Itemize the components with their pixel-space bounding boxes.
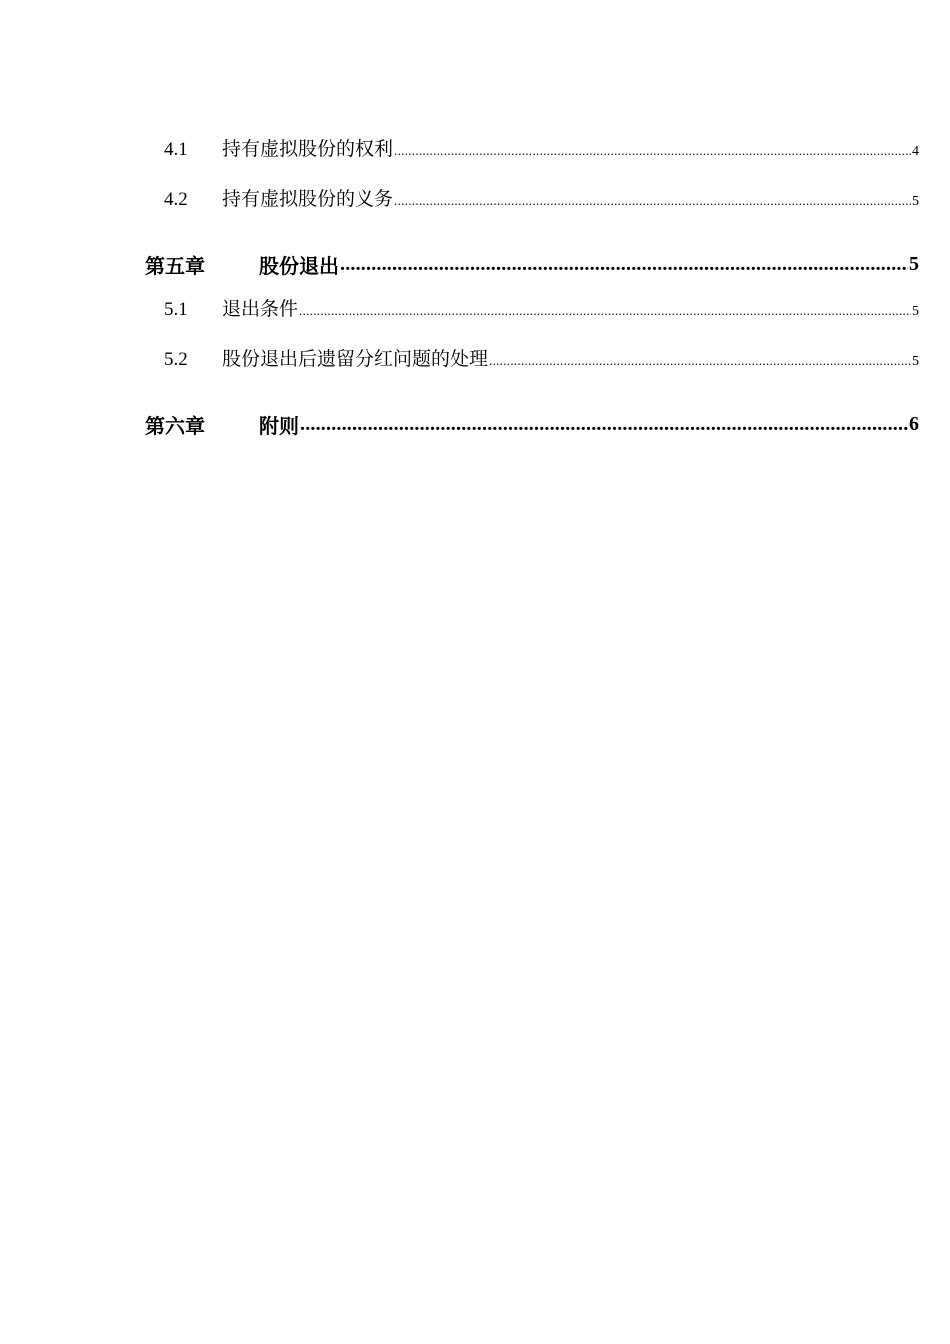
toc-entry-number: 5.1 bbox=[164, 299, 188, 320]
toc-chapter-title: 股份退出 bbox=[259, 253, 339, 278]
dot-leader bbox=[300, 413, 908, 436]
dot-leader bbox=[340, 253, 908, 276]
toc-entry-4-2[interactable] bbox=[145, 184, 919, 234]
toc-chapter-number: 第五章 bbox=[145, 253, 205, 278]
table-of-contents bbox=[145, 134, 919, 454]
toc-chapter-number: 第六章 bbox=[145, 413, 205, 438]
toc-chapter-page: 6 bbox=[909, 412, 919, 435]
dot-leader bbox=[394, 143, 911, 159]
toc-chapter-title: 附则 bbox=[259, 413, 299, 438]
toc-entry-title: 持有虚拟股份的义务 bbox=[222, 188, 394, 210]
toc-entry-4-1[interactable] bbox=[145, 134, 919, 184]
dot-leader bbox=[489, 353, 911, 369]
toc-entry-number: 5.2 bbox=[164, 349, 188, 370]
toc-entry-chapter-5[interactable] bbox=[145, 234, 919, 294]
toc-entry-page: 5 bbox=[912, 304, 919, 319]
toc-entry-page: 5 bbox=[912, 194, 919, 209]
toc-entry-5-1[interactable] bbox=[145, 294, 919, 344]
toc-entry-title: 股份退出后遗留分红问题的处理 bbox=[222, 348, 489, 370]
toc-entry-chapter-6[interactable] bbox=[145, 394, 919, 454]
toc-entry-5-2[interactable] bbox=[145, 344, 919, 394]
toc-entry-page: 4 bbox=[912, 144, 919, 159]
dot-leader bbox=[394, 193, 911, 209]
toc-entry-number: 4.2 bbox=[164, 189, 188, 210]
dot-leader bbox=[299, 303, 911, 319]
toc-entry-title: 持有虚拟股份的权利 bbox=[222, 138, 394, 160]
toc-entry-number: 4.1 bbox=[164, 139, 188, 160]
toc-entry-page: 5 bbox=[912, 354, 919, 369]
toc-entry-title: 退出条件 bbox=[222, 298, 299, 320]
toc-chapter-page: 5 bbox=[909, 252, 919, 275]
